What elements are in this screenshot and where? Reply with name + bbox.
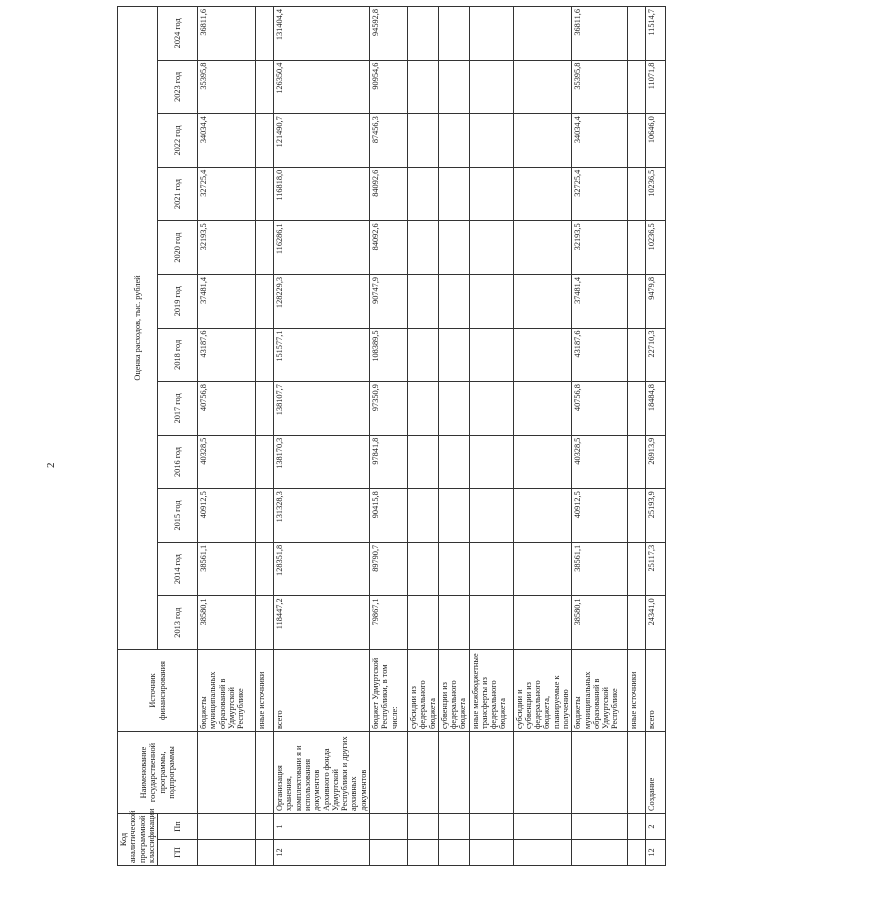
funding-source-cell: бюджеты муниципальных образований в Удмуртской Республике: [198, 649, 256, 731]
funding-source-cell: иные межбюджетные трансферты из федерального бюджета: [469, 649, 513, 731]
value-cell: [407, 60, 438, 114]
program-name-cell: [628, 731, 646, 813]
value-cell: [407, 382, 438, 436]
program-name-cell: [513, 731, 572, 813]
value-cell: [628, 274, 646, 328]
table-row: [274, 7, 370, 866]
funding-source-cell: всего: [274, 649, 370, 731]
year-header: 2021 год: [158, 167, 198, 221]
gp-code-cell: [438, 840, 469, 866]
program-name-cell: Создание: [646, 731, 666, 813]
funding-source-cell: субвенции из федерального бюджета: [438, 649, 469, 731]
year-header: 2018 год: [158, 328, 198, 382]
pp-code-cell: [572, 813, 628, 839]
year-header: 2014 год: [158, 542, 198, 596]
budget-table-sheet: [117, 6, 887, 866]
value-cell: [407, 221, 438, 275]
value-cell: [256, 167, 274, 221]
pp-header: Пп: [158, 813, 198, 839]
value-cell: 38580,1: [198, 596, 256, 650]
value-cell: [256, 221, 274, 275]
value-cell: 11071,8: [646, 60, 666, 114]
value-cell: [628, 596, 646, 650]
code-group-header: Код аналитической программной классификации: [118, 813, 158, 865]
table-row: [256, 7, 274, 866]
table-row: [469, 7, 513, 866]
value-cell: 128351,8: [274, 542, 370, 596]
program-name-cell: [407, 731, 438, 813]
value-cell: [407, 167, 438, 221]
gp-code-cell: [572, 840, 628, 866]
value-cell: 116818,0: [274, 167, 370, 221]
gp-code-cell: 12: [274, 840, 370, 866]
value-cell: [628, 221, 646, 275]
program-name-cell: [369, 731, 407, 813]
value-cell: 35395,8: [572, 60, 628, 114]
value-cell: 11514,7: [646, 7, 666, 61]
value-cell: [407, 489, 438, 543]
value-cell: [469, 435, 513, 489]
year-header: 2019 год: [158, 274, 198, 328]
value-cell: 138107,7: [274, 382, 370, 436]
gp-code-cell: [469, 840, 513, 866]
value-cell: [513, 167, 572, 221]
value-cell: 97350,9: [369, 382, 407, 436]
value-cell: 40756,8: [198, 382, 256, 436]
pp-code-cell: [256, 813, 274, 839]
value-cell: [513, 274, 572, 328]
value-cell: [513, 114, 572, 168]
value-cell: [407, 596, 438, 650]
value-cell: [256, 114, 274, 168]
year-header: 2016 год: [158, 435, 198, 489]
page-number: 2: [45, 462, 57, 468]
value-cell: 89790,7: [369, 542, 407, 596]
value-cell: [438, 60, 469, 114]
value-cell: [407, 328, 438, 382]
value-cell: [628, 542, 646, 596]
value-cell: 108389,5: [369, 328, 407, 382]
value-cell: 87456,3: [369, 114, 407, 168]
value-cell: [469, 60, 513, 114]
program-name-cell: Организация хранения, комплектовани я и использования документов Архивного фонда Удмуртской Республики и других архивных документов: [274, 731, 370, 813]
gp-code-cell: [369, 840, 407, 866]
pp-code-cell: [513, 813, 572, 839]
name-header: Наименование государственной программы, подпрограммы: [118, 731, 198, 813]
value-cell: 9479,8: [646, 274, 666, 328]
value-cell: 40328,5: [198, 435, 256, 489]
gp-header: ГП: [158, 840, 198, 866]
value-cell: [469, 274, 513, 328]
value-cell: [513, 596, 572, 650]
program-name-cell: [469, 731, 513, 813]
value-cell: 131404,4: [274, 7, 370, 61]
value-cell: 43187,6: [198, 328, 256, 382]
table-row: [646, 7, 666, 866]
value-cell: [469, 596, 513, 650]
gp-code-cell: 12: [646, 840, 666, 866]
value-cell: [628, 435, 646, 489]
pp-code-cell: [369, 813, 407, 839]
value-cell: [469, 7, 513, 61]
value-cell: 79867,1: [369, 596, 407, 650]
value-cell: 126350,4: [274, 60, 370, 114]
value-cell: 18484,8: [646, 382, 666, 436]
value-cell: 118447,2: [274, 596, 370, 650]
value-cell: 121490,7: [274, 114, 370, 168]
value-cell: [407, 274, 438, 328]
year-header: 2022 год: [158, 114, 198, 168]
value-cell: [407, 435, 438, 489]
year-header: 2013 год: [158, 596, 198, 650]
value-cell: [256, 489, 274, 543]
value-cell: [438, 167, 469, 221]
pp-code-cell: [407, 813, 438, 839]
table-row: [407, 7, 438, 866]
value-cell: 10236,5: [646, 221, 666, 275]
value-cell: 90415,8: [369, 489, 407, 543]
value-cell: [256, 596, 274, 650]
table-row: [369, 7, 407, 866]
value-cell: 37481,4: [572, 274, 628, 328]
value-cell: [438, 328, 469, 382]
value-cell: [407, 114, 438, 168]
funding-source-cell: субсидии из федерального бюджета: [407, 649, 438, 731]
funding-source-cell: бюджет Удмуртской Республики, в том числе:: [369, 649, 407, 731]
value-cell: 38561,1: [572, 542, 628, 596]
gp-code-cell: [256, 840, 274, 866]
value-cell: [628, 328, 646, 382]
value-cell: [628, 60, 646, 114]
value-cell: [469, 167, 513, 221]
value-cell: 32725,4: [572, 167, 628, 221]
value-cell: [628, 167, 646, 221]
value-cell: [438, 435, 469, 489]
value-cell: 22710,3: [646, 328, 666, 382]
program-name-cell: [198, 731, 256, 813]
value-cell: [513, 60, 572, 114]
value-cell: 128229,3: [274, 274, 370, 328]
value-cell: 138170,3: [274, 435, 370, 489]
value-cell: [438, 7, 469, 61]
gp-code-cell: [198, 840, 256, 866]
value-cell: 94592,8: [369, 7, 407, 61]
year-header: 2023 год: [158, 60, 198, 114]
year-header: 2020 год: [158, 221, 198, 275]
table-row: [438, 7, 469, 866]
pp-code-cell: [438, 813, 469, 839]
gp-code-cell: [513, 840, 572, 866]
value-cell: 131328,3: [274, 489, 370, 543]
estimate-header: Оценка расходов, тыс. рублей: [118, 7, 158, 650]
budget-table: [117, 6, 666, 866]
value-cell: 40912,5: [198, 489, 256, 543]
value-cell: 32193,5: [572, 221, 628, 275]
value-cell: 26913,9: [646, 435, 666, 489]
value-cell: 40328,5: [572, 435, 628, 489]
value-cell: [469, 221, 513, 275]
value-cell: 40756,8: [572, 382, 628, 436]
value-cell: [513, 435, 572, 489]
value-cell: 151577,1: [274, 328, 370, 382]
value-cell: 25193,9: [646, 489, 666, 543]
value-cell: [513, 542, 572, 596]
value-cell: [513, 221, 572, 275]
value-cell: [407, 7, 438, 61]
gp-code-cell: [407, 840, 438, 866]
value-cell: 43187,6: [572, 328, 628, 382]
value-cell: [256, 435, 274, 489]
value-cell: [256, 7, 274, 61]
value-cell: [628, 489, 646, 543]
table-row: [513, 7, 572, 866]
value-cell: 90747,9: [369, 274, 407, 328]
value-cell: 36811,6: [198, 7, 256, 61]
value-cell: [469, 542, 513, 596]
funding-source-cell: субсидии и субвенции из федерального бюджета, планируемые к получению: [513, 649, 572, 731]
value-cell: 38580,1: [572, 596, 628, 650]
value-cell: [628, 114, 646, 168]
value-cell: [438, 382, 469, 436]
program-name-cell: [256, 731, 274, 813]
funding-source-cell: иные источники: [256, 649, 274, 731]
value-cell: 10236,5: [646, 167, 666, 221]
gp-code-cell: [628, 840, 646, 866]
value-cell: [628, 7, 646, 61]
value-cell: 37481,4: [198, 274, 256, 328]
value-cell: [438, 274, 469, 328]
value-cell: 24341,0: [646, 596, 666, 650]
value-cell: [256, 60, 274, 114]
value-cell: [469, 382, 513, 436]
value-cell: [513, 382, 572, 436]
pp-code-cell: [628, 813, 646, 839]
value-cell: [438, 542, 469, 596]
table-row: [198, 7, 256, 866]
table-row: [572, 7, 628, 866]
value-cell: [438, 114, 469, 168]
program-name-cell: [438, 731, 469, 813]
value-cell: 84092,6: [369, 167, 407, 221]
value-cell: 10646,0: [646, 114, 666, 168]
value-cell: 97841,8: [369, 435, 407, 489]
value-cell: [407, 542, 438, 596]
value-cell: 35395,8: [198, 60, 256, 114]
pp-code-cell: [469, 813, 513, 839]
value-cell: [469, 114, 513, 168]
source-header: Источник финансирования: [118, 649, 198, 731]
year-header: 2024 год: [158, 7, 198, 61]
value-cell: 34034,4: [198, 114, 256, 168]
value-cell: 36811,6: [572, 7, 628, 61]
value-cell: 38561,1: [198, 542, 256, 596]
value-cell: [256, 542, 274, 596]
year-header: 2017 год: [158, 382, 198, 436]
value-cell: [513, 328, 572, 382]
value-cell: [438, 221, 469, 275]
value-cell: 84092,6: [369, 221, 407, 275]
value-cell: [256, 382, 274, 436]
value-cell: 25117,3: [646, 542, 666, 596]
value-cell: 32725,4: [198, 167, 256, 221]
funding-source-cell: всего: [646, 649, 666, 731]
value-cell: 34034,4: [572, 114, 628, 168]
value-cell: [469, 489, 513, 543]
value-cell: 40912,5: [572, 489, 628, 543]
value-cell: [256, 274, 274, 328]
value-cell: [438, 596, 469, 650]
value-cell: [469, 328, 513, 382]
year-header: 2015 год: [158, 489, 198, 543]
table-row: [628, 7, 646, 866]
value-cell: 32193,5: [198, 221, 256, 275]
value-cell: [513, 7, 572, 61]
value-cell: [513, 489, 572, 543]
pp-code-cell: 2: [646, 813, 666, 839]
value-cell: 116286,1: [274, 221, 370, 275]
funding-source-cell: бюджеты муниципальных образований в Удмуртской Республике: [572, 649, 628, 731]
value-cell: 90954,6: [369, 60, 407, 114]
pp-code-cell: 1: [274, 813, 370, 839]
pp-code-cell: [198, 813, 256, 839]
value-cell: [256, 328, 274, 382]
value-cell: [628, 382, 646, 436]
funding-source-cell: иные источники: [628, 649, 646, 731]
value-cell: [438, 489, 469, 543]
program-name-cell: [572, 731, 628, 813]
